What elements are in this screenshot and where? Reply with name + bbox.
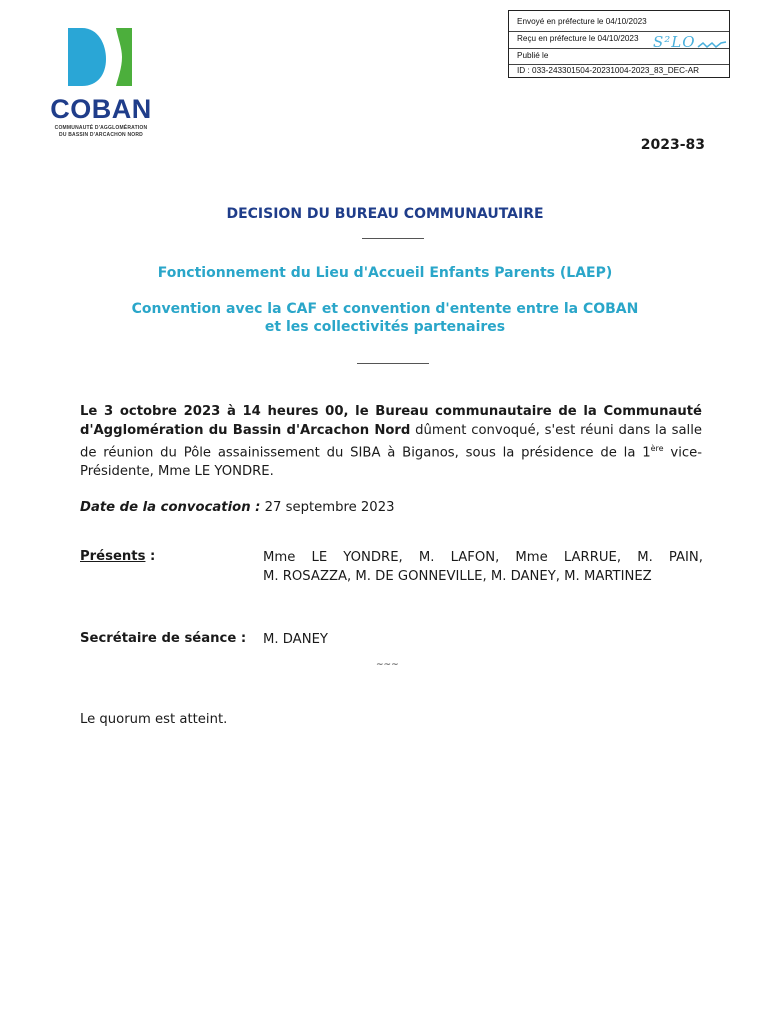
subtitle-convention-line1: Convention avec la CAF et convention d'entente entre la COBAN [131,301,639,317]
logo-subtitle-2: DU BASSIN D'ARCACHON NORD [59,132,143,138]
coban-logo-mark-icon [46,26,156,90]
intro-ordinal-suffix: ère [650,444,664,453]
secretaire-label: Secrétaire de séance : [80,631,247,646]
intro-bold-text: Le 3 octobre 2023 à 14 heures 00, le Bureau communautaire de la Communauté d'Agglomération du Bassin d'Arcachon Nord [80,404,702,438]
logo-wordmark: COBAN [50,94,152,124]
subtitle-convention-line2: et les collectivités partenaires [264,319,506,335]
slo-signature: S²LO [653,33,696,51]
quorum-statement: Le quorum est atteint. [80,712,228,727]
secretaire-value: M. DANEY [263,632,328,647]
title-divider [362,238,424,239]
stamp-sent-line: Envoyé en préfecture le 04/10/2023 [517,17,647,26]
presents-label: Présents [80,549,146,564]
subtitle-divider [357,363,429,364]
presents-label-row [80,549,155,564]
meeting-intro-paragraph [80,403,702,481]
convocation-date: 27 septembre 2023 [260,500,395,515]
logo-subtitle-1: COMMUNAUTÉ D'AGGLOMÉRATION [54,125,148,131]
presents-list-line1: Mme LE YONDRE, M. LAFON, Mme LARRUE, M. PAIN, [263,550,703,565]
coban-logo [46,26,156,138]
subtitle-laep: Fonctionnement du Lieu d'Accueil Enfants Parents (LAEP) [157,265,613,281]
slo-swoosh-icon [697,40,727,50]
intro-ordinal: 1 [642,445,651,461]
document-title: DECISION DU BUREAU COMMUNAUTAIRE [226,206,544,222]
section-ornament: ~~~ [376,660,399,670]
intro-end-text: vice-Présidente, Mme LE YONDRE. [80,445,702,479]
convocation-label: Date de la convocation : [80,500,261,515]
presents-colon: : [145,549,156,564]
convocation-row [80,500,394,515]
stamp-received-line: Reçu en préfecture le 04/10/2023 [517,34,639,43]
stamp-published-line: Publié le [517,51,549,60]
transmission-stamp [508,10,730,78]
decision-reference: 2023-83 [640,137,705,153]
intro-body-text: dûment convoqué, s'est réuni dans la salle de réunion du Pôle assainissement du SIBA à Biganos, sous la présidence de la [80,422,702,461]
stamp-id-line: ID : 033-243301504-20231004-2023_83_DEC-AR [517,66,700,75]
presents-list-line2: M. ROSAZZA, M. DE GONNEVILLE, M. DANEY, M. MARTINEZ [263,569,652,584]
